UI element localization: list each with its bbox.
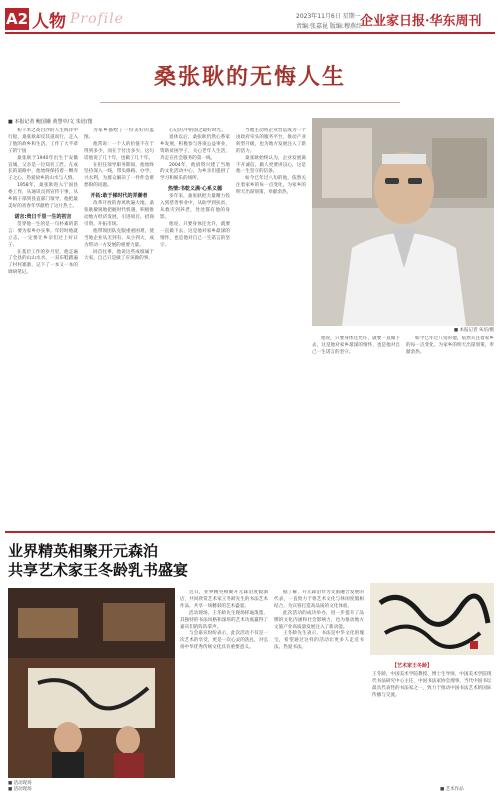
paragraph: 据了解，开元森泊作为文旅融合发展的代表，一直致力于将艺术文化与休闲度假相结合，为宾客打造高品质的文化体验。 — [274, 590, 364, 609]
paragraph: 桑张耿于1940年出生于安徽宣城，父亲是一位知名工匠。在成长的道路中，他始终保持着一颗赤子之心，热爱故乡的山水与人情。 — [8, 155, 78, 182]
paragraph: 此次活动的成功举办，进一步提升了品牌的文化内涵和社会影响力，也为推动地方文旅产业高质量发展注入了新动能。 — [274, 610, 364, 630]
paragraph: 如今已年过八旬的他，依然关注着家乡的每一点变化，为家乡的明天出谋划策，奉献余热。 — [236, 176, 306, 196]
section-divider — [5, 531, 495, 533]
feature-column-2 — [84, 128, 154, 528]
paragraph: 他带领团队克服重重困难，使当地企业从无到有、从小到大，成为带动一方发展的重要力量。 — [84, 228, 154, 248]
paragraph: 1958年，桑张耿进入宁国县委工作，从通讯员到宣传干事，从乡镇干部到县直部门领导，他把最美好的青春年华献给了这片热土。 — [8, 183, 78, 209]
subheading: 诺言:贵日千里一生的初言 — [14, 213, 72, 220]
feature-headline: 桑张耿的无悔人生 — [153, 64, 346, 90]
subheading: 开拓:敢于梯时代的弄潮者 — [90, 193, 148, 200]
paragraph: 贯穿他一生的是一句朴素的诺言：要为家乡办实事。年轻时他就立志，一定要让乡亲们过上好日子。 — [8, 221, 78, 248]
article2-headline-line2: 共享艺术家王冬龄乳书盛宴 — [8, 561, 189, 579]
paragraph: 多年来，桑张耿把大量精力投入到慈善事业中，从助学到扶贫，从救灾到养老，处处都有他的身影。 — [160, 194, 230, 220]
feature-byline: ■ 本报记者 鲍国娥 黄慧中/文 朱培/图 — [8, 119, 93, 125]
paragraph: 他说，只要身体还允许，就要一直做下去，这是他对家乡最深的情怀，也是他对自己一生诺言的坚守。 — [312, 336, 400, 355]
page-badge: A2 — [5, 10, 29, 28]
paragraph: 在基层工作的岁月里，他走遍了全县的山山水水，一双布鞋踏遍了村村寨寨，记下了一本又一本的调研笔记。 — [8, 249, 78, 276]
paragraph: 为家乡描绘了一份美好的蓝图。 — [84, 128, 154, 140]
feature-column-5 — [312, 336, 400, 526]
footer-caption-right: ■ 艺术作品 — [440, 787, 464, 792]
event-photo-caption: ■ 活动现场 — [8, 781, 32, 786]
calligraphy-photo — [370, 583, 494, 655]
paragraph: 他说，只要身体还允许，就要一直做下去，这是他对家乡最深的情怀，也是他对自己一生诺言的坚守。 — [160, 221, 230, 248]
issue-date: 2023年11月6日 星期一 — [296, 13, 361, 20]
section-title-en: Profile — [70, 11, 124, 27]
artist-bio-title: 【艺术家王冬龄】 — [392, 663, 433, 669]
paragraph: 与会嘉宾纷纷表示，此次活动不仅是一次艺术的享受，更是一次心灵的洗礼，对弘扬中华优秀传统文化具有重要意义。 — [180, 631, 268, 651]
article2-column-1 — [180, 590, 268, 785]
paragraph: 退休以后，桑张耿仍然心系家乡发展，积极参与各项公益事业，资助贫困学子，关心老年人生活，奔走在社会服务的第一线。 — [160, 134, 230, 161]
paragraph: 他常说：一个人的价值不在于得到多少，而在于付出多少。这句话他说了几十年，也做了几十年。 — [84, 141, 154, 161]
paragraph: 初千米之高白沙的人生海洋中行船，桑张耿却反其道而行，走入了他的故乡和生活、工作了大半辈子的宁国 — [8, 128, 78, 154]
article2-headline-line1: 业界精英相聚开元森泊 — [8, 542, 159, 560]
editor-credit: 责编:张嘉昆 版编:穆燕红 — [296, 23, 362, 30]
section-title: 人物 — [32, 12, 66, 32]
paragraph: 改革开放的春风吹遍大地，桑张耿敏锐地把握时代机遇，积极推动地方经济发展，引进项目、招商引资、开拓市场。 — [84, 201, 154, 227]
paragraph: 活动现场，王冬龄先生现场挥毫泼墨，其独特的书法风格和深厚的艺术功底赢得了嘉宾们的阵阵掌声。 — [180, 610, 268, 630]
feature-column-3 — [160, 128, 230, 528]
feature-column-1 — [8, 128, 78, 528]
paragraph: 在担任领导职务期间，他始终坚持深入一线，带头修路、办学、兴水利，为群众解决了一件件急难愁盼的问题。 — [84, 162, 154, 189]
paragraph: 心记的,中的国之最好时光。 — [169, 128, 226, 133]
paragraph: 王冬龄先生表示，书法是中华文化的瑰宝，希望通过这样的活动让更多人走近书法、热爱书法。 — [274, 631, 364, 651]
paragraph: 回首往事，他说这些成绩属于大家，自己只是做了应该做的事。 — [84, 249, 154, 262]
artist-bio: 王冬龄，中国美术学院教授、博士生导师，中国美术学院现代书法研究中心主任，中国书法家协会理事，当代中国书坛最具代表性的书法家之一，致力于推动中国书法艺术的国际传播与交流。 — [372, 672, 492, 698]
paragraph: 当地主动将企业营造成为一个由政府牵头的服务平台，推动产业转型升级，也为地方发展注入了新的活力。 — [236, 128, 306, 154]
feature-column-6 — [406, 336, 494, 526]
title-underline — [100, 102, 400, 103]
masthead-logo: 企业家日报·华东周刊 — [360, 14, 482, 29]
photo-caption: ■ 本报记者 朱培/摄 — [453, 328, 494, 333]
paragraph: 近日，业界精英相聚开元森泊度假酒店，共同欣赏艺术家王冬龄先生的书法艺术作品，共享一场精彩的艺术盛宴。 — [180, 590, 268, 609]
paragraph: 2004年，他捐资兴建了当地的文化活动中心，为乡亲们提供了学习和娱乐的场所。 — [160, 162, 230, 182]
article2-column-2 — [274, 590, 364, 785]
event-photo — [8, 588, 175, 778]
header-rule — [5, 32, 495, 34]
paragraph: 桑张耿始终认为，企业发展离不开诚信，做人更要讲良心，这是他一生坚守的信条。 — [236, 155, 306, 175]
paragraph: 如今已年过八旬的他，依然关注着家乡的每一点变化，为家乡的明天出谋划策，奉献余热。 — [406, 336, 494, 355]
portrait-photo — [312, 118, 494, 326]
feature-column-4 — [236, 128, 306, 528]
footer-caption-left: ■ 活动现场 — [8, 787, 32, 792]
subheading: 热情:书乾义满·心系义德 — [168, 186, 222, 193]
